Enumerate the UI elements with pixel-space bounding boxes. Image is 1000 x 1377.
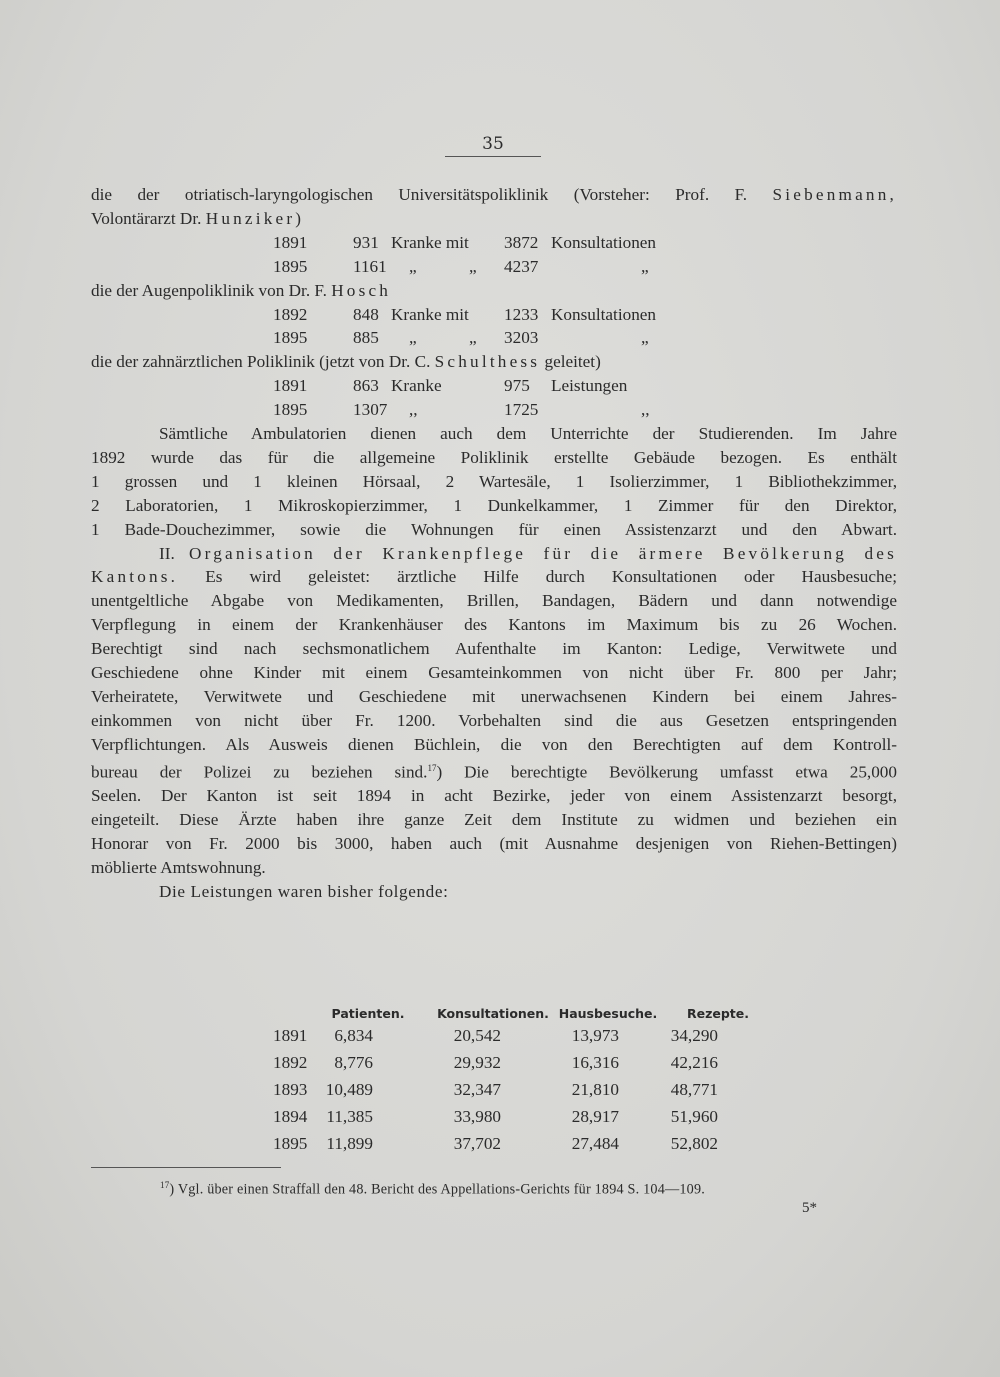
stat-patients: 848 [353,304,379,324]
spaced-name: Hosch [331,280,392,300]
body-text [91,183,897,904]
cell-house-visits: 28,917 [571,1107,619,1126]
text-segment: ) Die berechtigte Bevölkerung umfasst etwa 25,000 [436,762,897,782]
stat-year: 1895 [273,256,308,276]
ditto-mark: ,, [409,400,418,420]
page-number-rule [445,156,541,157]
cell-patients: 8,776 [334,1053,373,1072]
stat-row [91,374,897,398]
text-line: eingeteilt. Diese Ärzte haben ihre ganze Zeit dem Institute zu widmen und beziehen ein [91,810,897,830]
stat-patients: 885 [353,328,379,348]
text-line [91,565,897,589]
header-consultations: Konsultationen. [437,1006,549,1021]
stat-row [91,255,897,279]
section-heading: Kantons. [91,567,179,587]
cell-patients: 11,899 [326,1134,373,1153]
ditto-mark: „ [469,256,477,276]
stat-label: Kranke mit [391,232,469,252]
cell-prescriptions: 34,290 [670,1026,718,1045]
footnote-number: 17 [160,1180,170,1190]
table-intro: Die Leistungen waren bisher folgende: [159,881,449,901]
cell-year: 1893 [273,1080,308,1099]
spaced-name: Siebenmann, [772,185,898,204]
ditto-mark: „ [469,328,477,348]
text-segment: die der Augenpoliklinik von Dr. F. [91,280,327,300]
stat-label: Kranke mit [391,304,469,324]
stat-year: 1892 [273,304,308,324]
stat-patients: 1161 [353,256,387,276]
stat-consults: 4237 [504,256,539,276]
text-line: Verpflichtungen. Als Ausweis dienen Büchlein, die von den Berechtigten auf dem Kontroll- [91,734,897,754]
cell-year: 1894 [273,1107,308,1126]
cell-prescriptions: 52,802 [670,1134,718,1153]
stat-patients: 863 [353,376,379,396]
header-prescriptions: Rezepte. [686,1006,750,1021]
text-line: einkommen von nicht über Fr. 1200. Vorbehalten sind die aus Gesetzen entspringenden [91,710,897,730]
stat-services: 1725 [504,400,539,420]
table-row [91,1107,897,1134]
header-patients: Patienten. [331,1006,405,1021]
spaced-name: Hunziker) [205,208,305,228]
section-number: II. [159,543,175,563]
cell-year: 1895 [273,1134,308,1153]
page-number-block [445,134,541,157]
cell-consultations: 32,347 [453,1080,501,1099]
text-line: Verpflegung in einem der Krankenhäuser des Kantons im Maximum bis zu 26 Wochen. [91,615,897,635]
text-segment: Es wird geleistet: ärztliche Hilfe durch Konsultationen oder Hausbesuche; [205,567,898,587]
cell-year: 1892 [273,1053,308,1072]
stat-patients: 931 [353,232,379,252]
ditto-mark: ,, [641,400,650,420]
stat-year: 1891 [273,232,308,252]
text-line [91,757,897,785]
stat-services: 975 [504,376,530,396]
signature-mark: 5* [802,1200,817,1216]
ditto-mark: „ [409,328,417,348]
text-line: möblierte Amtswohnung. [91,858,266,878]
section-heading-line [91,542,897,566]
stat-row [91,303,897,327]
stat-row [91,231,897,255]
text-line: 1 grossen und 1 kleinen Hörsaal, 2 Wartesäle, 1 Isolierzimmer, 1 Bibliothekzimmer, [91,471,897,491]
header-house-visits: Hausbesuche. [558,1006,658,1021]
stat-label: Konsultationen [551,304,657,324]
text-line: 1 Bade-Douchezimmer, sowie die Wohnungen für einen Assistenzarzt und den Abwart. [91,519,897,539]
cell-patients: 11,385 [326,1107,373,1126]
stat-year: 1895 [273,400,308,420]
cell-prescriptions: 51,960 [670,1107,718,1126]
cell-patients: 6,834 [334,1026,373,1045]
table-row [91,1080,897,1107]
cell-year: 1891 [273,1026,308,1045]
table-row [91,1026,897,1053]
statistics-table [91,1006,897,1161]
footnote-rule [91,1167,281,1168]
stat-label: Leistungen [551,376,628,396]
text-segment: die der otriatisch-laryngologischen Universitätspoliklinik (Vorsteher: Prof. F. [91,185,748,204]
footnote-text: ) Vgl. über einen Straffall den 48. Bericht des Appellations-Gerichts für 1894 S. 104—109. [169,1181,706,1198]
cell-consultations: 37,702 [453,1134,501,1153]
text-line [91,183,897,207]
cell-house-visits: 27,484 [571,1134,619,1153]
cell-consultations: 29,932 [453,1053,501,1072]
footnote-reference: 17 [427,762,437,773]
stat-row [91,398,897,422]
text-line: Verheiratete, Verwitwete und Geschiedene mit unerwachsenen Kindern bei einem Jahres- [91,686,897,706]
stat-year: 1895 [273,328,308,348]
cell-prescriptions: 48,771 [670,1080,718,1099]
text-line: Berechtigt sind nach sechsmonatlichem Aufenthalte im Kanton: Ledige, Verwitwete und [91,639,897,659]
text-segment: die der zahnärztlichen Poliklinik (jetzt von Dr. C. [91,352,431,372]
page-number: 35 [482,134,504,154]
ditto-mark: „ [641,328,649,348]
cell-consultations: 33,980 [453,1107,501,1126]
ditto-mark: „ [641,256,649,276]
stat-year: 1891 [273,376,308,396]
text-line: unentgeltliche Abgabe von Medikamenten, Brillen, Bandagen, Bädern und dann notwendige [91,591,897,611]
cell-prescriptions: 42,216 [670,1053,718,1072]
cell-house-visits: 16,316 [571,1053,619,1072]
cell-patients: 10,489 [325,1080,373,1099]
stat-row [91,326,897,350]
stat-patients: 1307 [353,400,388,420]
text-line: Honorar von Fr. 2000 bis 3000, haben auch (mit Ausnahme desjenigen von Riehen-Bettingen) [91,834,897,854]
footnote [160,1180,705,1199]
text-line: 1892 wurde das für die allgemeine Poliklinik erstellte Gebäude bezogen. Es enthält [91,447,897,467]
cell-house-visits: 13,973 [571,1026,619,1045]
stat-consults: 1233 [504,304,539,324]
table-row [91,1053,897,1080]
stat-label: Konsultationen [551,232,657,252]
text-line [91,279,897,303]
table-header [91,1006,897,1026]
cell-house-visits: 21,810 [571,1080,619,1099]
text-segment: Volontärarzt Dr. [91,208,202,228]
text-segment: bureau der Polizei zu beziehen sind. [91,762,428,782]
text-line: Geschiedene ohne Kinder mit einem Gesamteinkommen von nicht über Fr. 800 per Jahr; [91,663,897,683]
spaced-name: Schulthess [434,352,541,372]
table-row [91,1134,897,1161]
section-heading: Organisation der Krankenpflege für die ärmere Bevölkerung des [189,543,898,563]
ditto-mark: „ [409,256,417,276]
text-line [91,350,897,374]
text-line: 2 Laboratorien, 1 Mikroskopierzimmer, 1 Dunkelkammer, 1 Zimmer für den Direktor, [91,495,897,515]
text-line: Sämtliche Ambulatorien dienen auch dem Unterrichte der Studierenden. Im Jahre [159,423,897,443]
text-segment: geleitet) [544,352,601,372]
cell-consultations: 20,542 [453,1026,501,1045]
text-line [91,207,897,231]
text-line: Seelen. Der Kanton ist seit 1894 in acht Bezirke, jeder von einem Assistenzarzt besorgt, [91,786,897,806]
stat-label: Kranke [391,376,442,396]
stat-consults: 3203 [504,328,539,348]
stat-consults: 3872 [504,232,539,252]
